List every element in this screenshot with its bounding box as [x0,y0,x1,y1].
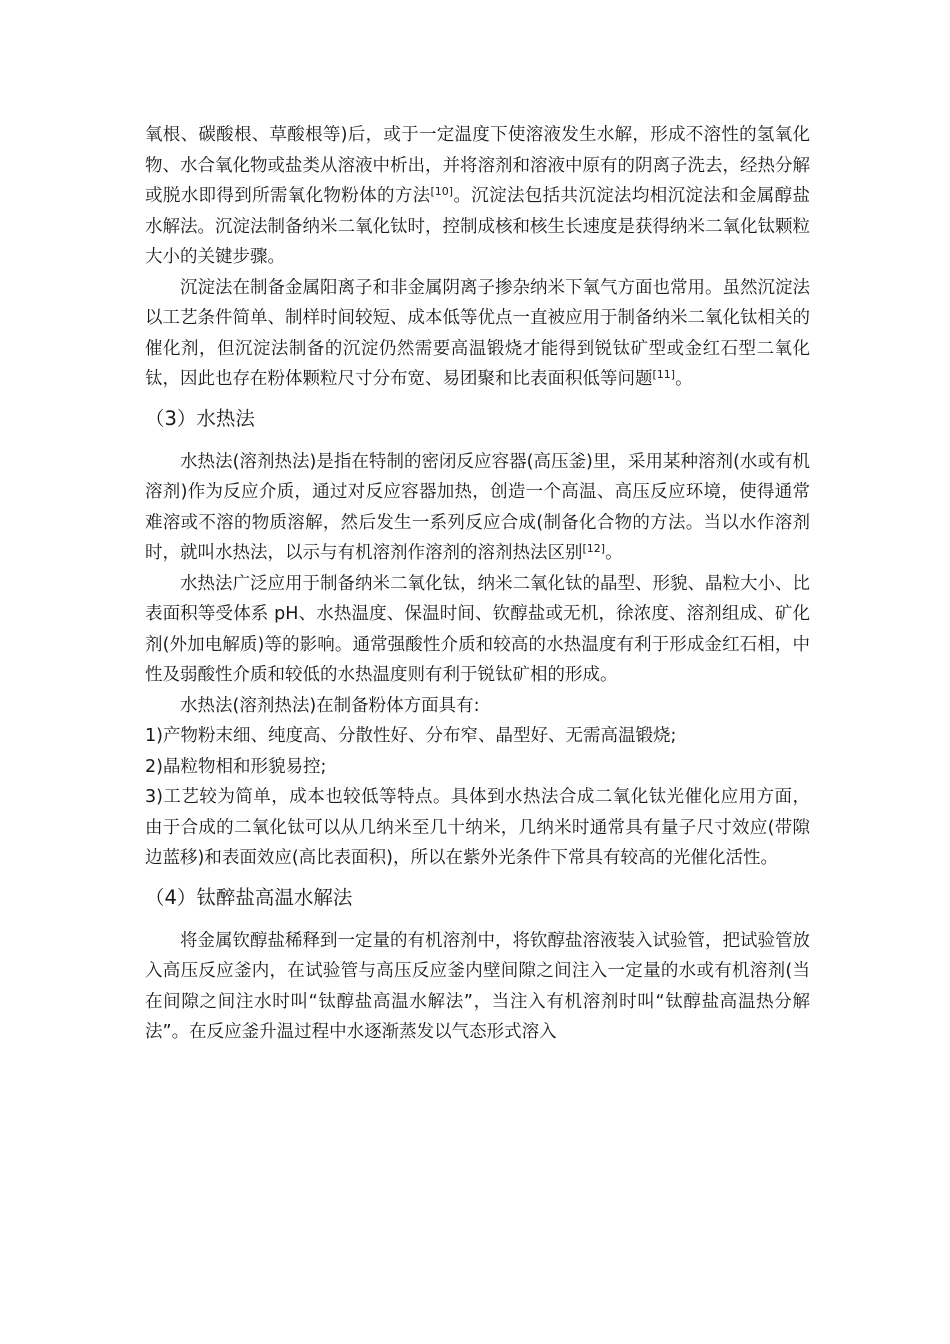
paragraph: 水热法(溶剂热法)在制备粉体方面具有: [180,695,480,716]
list-item: 1)产物粉末细、纯度高、分散性好、分布窄、晶型好、无需高温锻烧; [145,726,677,746]
list-item: 2)晶粒物相和形貌易控; [145,756,327,777]
citation-ref[interactable]: [11] [652,368,676,381]
citation-ref[interactable]: [12] [582,542,606,555]
text-run: 氧根、碳酸根、草酸根等)后，或于一定温度下使溶液发生水解，形成不溶性的氢氧化物、水合氧化物或盐类从溶液中析出，并将溶剂和溶液中原有的阴离子洗去，经热分解或脱水即得到所需氧化物粉体的方法 [145,125,810,206]
section-heading: （4）钛醉盐高温水解法 [145,885,353,909]
text-run: 。沉淀法包括共沉淀法均相沉淀法和金属醇盐水解法。沉淀法制备纳米二氧化钛时，控制成核和核生长速度是获得纳米二氧化钛颗粒大小的关键步骤。 [145,186,811,267]
citation-ref[interactable]: [10] [430,185,454,198]
document-body [145,120,810,1048]
paragraph [145,120,810,273]
paragraph: 水热法广泛应用于制备纳米二氧化钛，纳米二氧化钛的晶型、形貌、晶粒大小、比表面积等受体系 pH、水热温度、保温时间、钦醇盐或无机，徐浓度、溶剂组成、矿化剂(外加电解质)等的影响。通常强酸性介质和较高的水热温度有利于形成金红石相，中性及弱酸性介质和较低的水热温度则有利于锐钛矿相的形成。 [145,573,810,685]
text-run: 。 [605,543,623,563]
paragraph [145,447,810,569]
section-heading: （3）水热法 [145,406,255,430]
text-run: 水热法(溶剂热法)是指在特制的密闭反应容器(高压釜)里，采用某种溶剂(水或有机溶剂)作为反应介质，通过对反应容器加热，创造一个高温、高压反应环境，使得通常难溶或不溶的物质溶解，然后发生一系列反应合成(制备化合物的方法。当以水作溶剂时，就叫水热法，以示与有机溶剂作溶剂的溶剂热法区别 [145,451,810,563]
text-run: 沉淀法在制备金属阳离子和非金属阴离子掺杂纳米下氧气方面也常用。虽然沉淀法以工艺条件简单、制样时间较短、成本低等优点一直被应用于制备纳米二氧化钛相关的催化剂，但沉淀法制备的沉淀仍然需要高温锻烧才能得到锐钛矿型或金红石型二氧化钛，因此也存在粉体颗粒尺寸分布宽、易团聚和比表面积低等问题 [145,277,810,389]
text-run: 。 [675,369,693,389]
list-item: 3)工艺较为简单，成本也较低等特点。具体到水热法合成二氧化钛光催化应用方面，由于合成的二氧化钛可以从几纳米至几十纳米，几纳米时通常具有量子尺寸效应(带隙边蓝移)和表面效应(高比表面积)，所以在紫外光条件下常具有较高的光催化活性。 [145,787,810,868]
paragraph: 将金属钦醇盐稀释到一定量的有机溶剂中，将钦醇盐溶液装入试验管，把试验管放入高压反应釜内，在试验管与高压反应釜内壁间隙之间注入一定量的水或有机溶剂(当在间隙之间注水时叫“钛醇盐高温水解法”，当注入有机溶剂时叫“钛醇盐高温热分解法”。在反应釜升温过程中水逐渐蒸发以气态形式溶入 [145,930,810,1042]
paragraph [145,273,810,395]
